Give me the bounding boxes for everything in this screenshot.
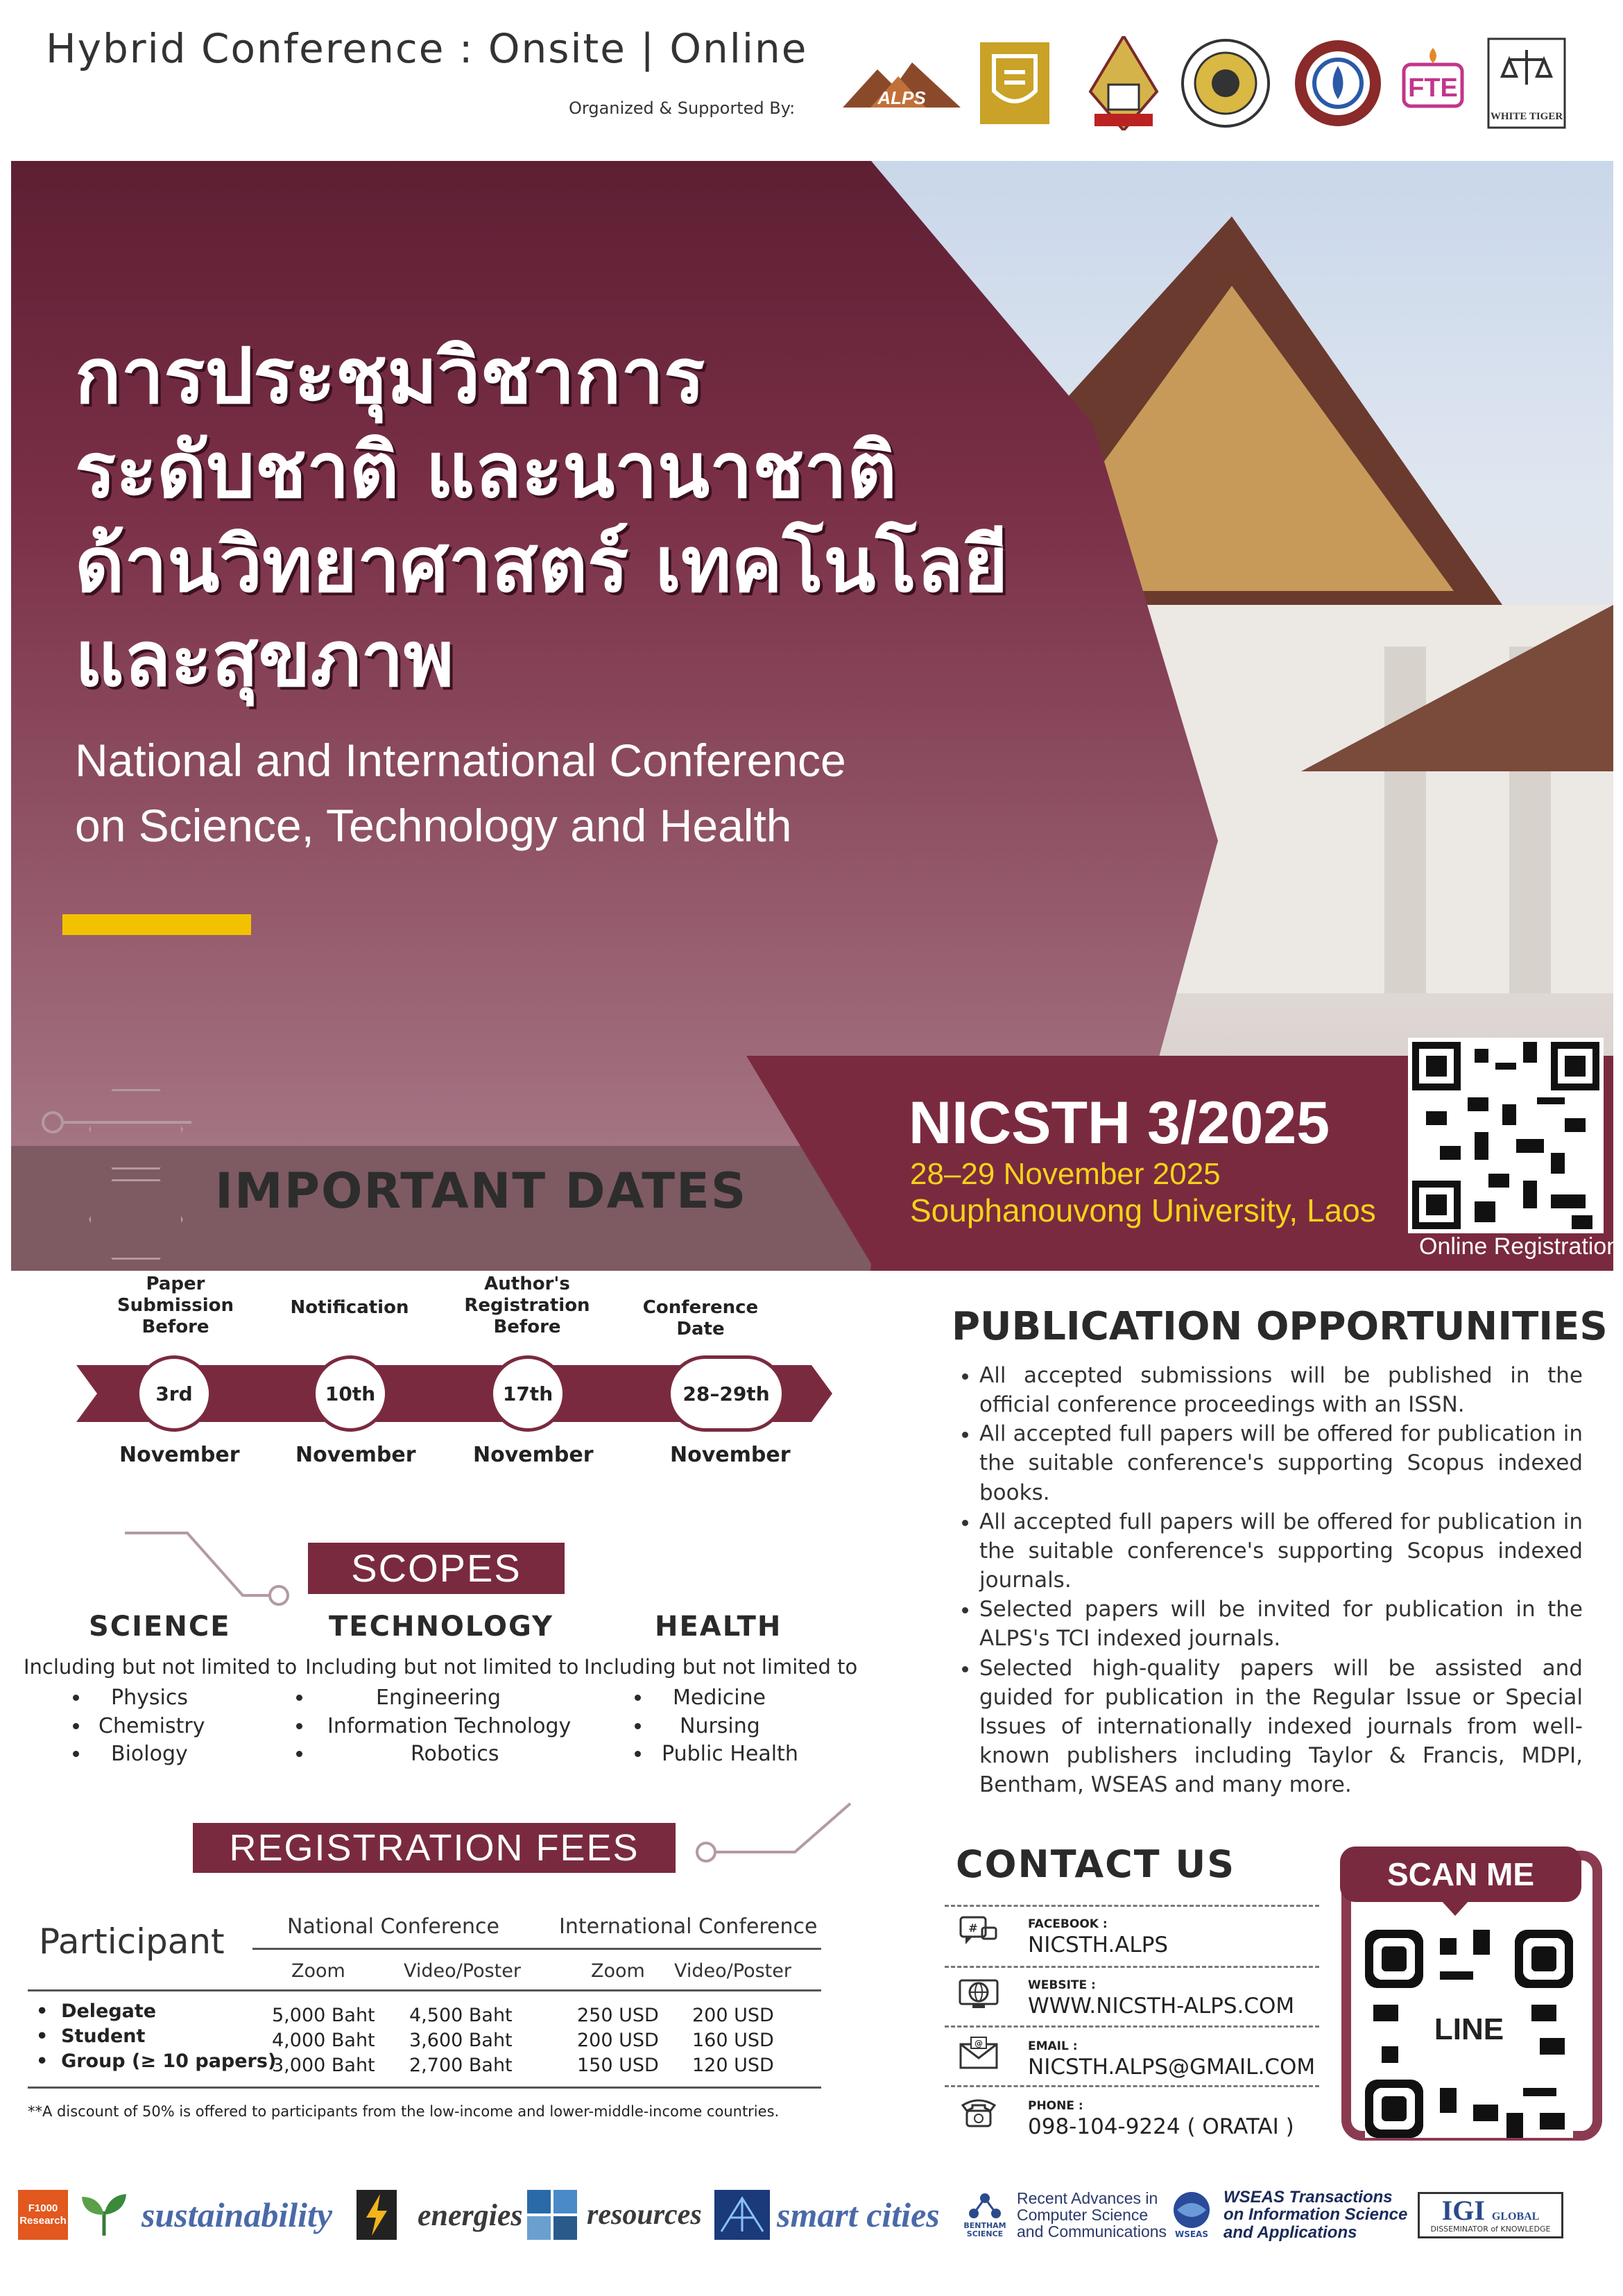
engineering-gear-logo	[1180, 35, 1271, 132]
date-label-notification: Notification	[290, 1297, 409, 1318]
scope-heading-science: SCIENCE	[89, 1611, 231, 1643]
contact-divider	[945, 2085, 1319, 2087]
discount-note: **A discount of 50% is offered to participants from the low-income and lower-middle-income countries.	[28, 2103, 780, 2120]
contact-label-phone: PHONE :	[1028, 2099, 1083, 2113]
fees-header-divider	[252, 1948, 821, 1950]
thai-title-line-4: และสุขภาพ	[75, 615, 454, 703]
fees-cell: 4,500 Baht	[409, 2005, 513, 2026]
scope-subheading-science: Including but not limited to	[24, 1655, 298, 1679]
contact-label-website: WEBSITE :	[1028, 1978, 1096, 1992]
fees-cell: 120 USD	[692, 2055, 774, 2076]
scope-heading-technology: TECHNOLOGY	[329, 1611, 553, 1643]
online-registration-caption: Online Registration	[1419, 1233, 1620, 1260]
email-icon	[957, 2035, 1000, 2071]
line-logo-text: LINE	[1426, 2007, 1512, 2052]
wseas-logo	[1165, 2184, 1218, 2246]
scope-list-health	[624, 1684, 798, 1769]
journal-resources	[587, 2184, 702, 2246]
list-item: • Chemistry	[90, 1713, 205, 1741]
alps-logo	[843, 35, 961, 132]
date-month-submission: November	[119, 1443, 240, 1467]
alps-logo-text: ALPS	[877, 87, 926, 108]
scope-subheading-health: Including but not limited to	[584, 1655, 858, 1679]
line-qr-code[interactable]	[1365, 1930, 1573, 2138]
date-circle-notification: 10th	[312, 1355, 388, 1432]
fees-cell: 3,600 Baht	[409, 2030, 513, 2051]
f1000-research-logo	[18, 2184, 68, 2246]
list-item: • Selected papers will be invited for publication in the ALPS's TCI indexed journals.	[979, 1595, 1583, 1653]
conference-dates: 28–29 November 2025	[910, 1157, 1221, 1191]
fees-row-label-text: Student	[61, 2025, 146, 2047]
contact-value-phone[interactable]: 098-104-9224 ( ORATAI )	[1028, 2114, 1294, 2139]
fees-row-label-text: Group (≥ 10 papers)	[61, 2050, 277, 2072]
contact-label-email: EMAIL :	[1028, 2039, 1078, 2053]
publication-list	[949, 1361, 1583, 1799]
globe-icon	[957, 1976, 1000, 2012]
journal-smart-cities	[777, 2184, 940, 2246]
scan-me-label: SCAN ME	[1340, 1847, 1581, 1902]
publication-title: PUBLICATION OPPORTUNITIES	[952, 1304, 1608, 1349]
f1000-logo-text: F1000 Research	[18, 2190, 68, 2240]
fees-table-divider	[28, 1989, 821, 1991]
university-crest-logo	[979, 35, 1050, 132]
journal-wseas-text: WSEAS Transactions on Information Science and Applications	[1223, 2188, 1408, 2242]
date-circle-conference: 28–29th	[667, 1355, 785, 1432]
list-item: • Biology	[90, 1740, 205, 1769]
fees-row-delegate-label: • Delegate	[36, 2001, 157, 2022]
scope-subheading-technology: Including but not limited to	[305, 1655, 579, 1679]
list-item: • All accepted submissions will be published in the official conference proceedings with an ISSN.	[979, 1361, 1583, 1419]
connector-line-decoration	[125, 1526, 291, 1616]
fees-national-header: National Conference	[287, 1914, 499, 1939]
fte-logo-text: FTE	[1408, 74, 1458, 103]
fte-logo	[1398, 35, 1468, 132]
svg-text:@: @	[974, 2039, 983, 2048]
igi-subtitle: DISSEMINATOR of KNOWLEDGE	[1430, 2224, 1551, 2234]
conference-venue: Souphanouvong University, Laos	[910, 1192, 1376, 1228]
list-item: • Selected high-quality papers will be assisted and guided for publication in the Regular Issue or Special Issues of internationally indexed journals from well-known publishers including Taylor & Francis, MDPI, Bentham, WSEAS and many more.	[979, 1654, 1583, 1800]
contact-value-email[interactable]: NICSTH.ALPS@GMAIL.COM	[1028, 2055, 1316, 2080]
date-month-conference: November	[670, 1443, 791, 1467]
list-item: • Nursing	[652, 1713, 798, 1741]
scope-list-technology	[286, 1684, 571, 1769]
igi-text: IGI	[1441, 2194, 1485, 2226]
important-dates-title: IMPORTANT DATES	[215, 1163, 748, 1219]
date-circle-submission: 3rd	[136, 1355, 212, 1432]
journal-energies	[418, 2184, 523, 2246]
organized-by-label: Organized & Supported By:	[569, 98, 796, 118]
fees-subheader-video: Video/Poster	[674, 1960, 791, 1982]
thai-title-line-1: การประชุมวิชาการ	[75, 332, 705, 420]
list-item: • Medicine	[652, 1684, 798, 1713]
fees-cell: 4,000 Baht	[272, 2030, 375, 2051]
energies-bolt-icon	[357, 2184, 397, 2246]
thai-title-line-3: ด้านวิทยาศาสตร์ เทคโนโลยี	[75, 520, 1008, 609]
list-item: • Information Technology	[314, 1713, 571, 1741]
sustainability-leaf-icon	[76, 2184, 132, 2246]
journal-sustainability-text: sustainability	[141, 2195, 333, 2234]
phone-icon	[957, 2093, 1000, 2130]
registration-fees-title: REGISTRATION FEES	[193, 1823, 676, 1873]
scope-heading-health: HEALTH	[655, 1611, 782, 1643]
contact-divider	[945, 2025, 1319, 2028]
list-item: • Robotics	[314, 1740, 571, 1769]
fees-cell: 5,000 Baht	[272, 2005, 375, 2026]
scopes-title: SCOPES	[308, 1543, 565, 1594]
technology-gear-logo	[1293, 35, 1383, 132]
contact-value-facebook[interactable]: NICSTH.ALPS	[1028, 1933, 1169, 1957]
facebook-chat-icon	[957, 1914, 1000, 1951]
list-item: • Public Health	[652, 1740, 798, 1769]
english-title-line-1: National and International Conference	[75, 735, 846, 786]
contact-value-website[interactable]: WWW.NICSTH-ALPS.COM	[1028, 1994, 1295, 2019]
yellow-accent-bar	[62, 914, 251, 935]
registration-qr-code[interactable]	[1408, 1038, 1604, 1233]
fees-subheader-zoom: Zoom	[291, 1960, 345, 1982]
date-month-notification: November	[295, 1443, 416, 1467]
thai-title-line-2: ระดับชาติ และนานาชาติ	[75, 426, 897, 515]
date-label-conference: Conference Date	[642, 1297, 759, 1340]
conference-acronym: NICSTH 3/2025	[909, 1090, 1330, 1156]
fees-cell: 3,000 Baht	[272, 2055, 375, 2076]
fees-cell: 160 USD	[692, 2030, 774, 2051]
date-label-submission: Paper Submission Before	[117, 1274, 234, 1338]
journal-sustainability	[141, 2184, 332, 2246]
fees-subheader-zoom: Zoom	[591, 1960, 645, 1982]
journal-bentham	[1017, 2184, 1167, 2246]
hybrid-conference-label: Hybrid Conference : Onsite | Online	[46, 25, 808, 72]
contact-label-facebook: FACEBOOK :	[1028, 1917, 1108, 1931]
connector-line-decoration	[691, 1797, 864, 1873]
fees-cell: 200 USD	[577, 2030, 659, 2051]
list-item: • All accepted full papers will be offered for publication in the suitable conference's supporting Scopus indexed journals.	[979, 1507, 1583, 1595]
date-circle-registration: 17th	[490, 1355, 566, 1432]
date-label-registration: Author's Registration Before	[464, 1274, 590, 1338]
journal-smart-cities-text: smart cities	[777, 2195, 940, 2234]
journal-bentham-text: Recent Advances in Computer Science and Communications	[1017, 2188, 1167, 2241]
list-item: • All accepted full papers will be offered for publication in the suitable conference's supporting Scopus indexed books.	[979, 1419, 1583, 1507]
fees-row-label-text: Delegate	[61, 2001, 157, 2022]
white-tiger-logo	[1484, 35, 1569, 132]
journal-resources-text: resources	[587, 2199, 702, 2231]
date-month-registration: November	[473, 1443, 594, 1467]
smart-cities-icon	[714, 2184, 770, 2246]
fees-participant-header: Participant	[39, 1921, 225, 1962]
journal-energies-text: energies	[418, 2198, 523, 2232]
fees-cell: 150 USD	[577, 2055, 659, 2076]
contact-divider	[945, 1905, 1319, 1907]
journal-wseas	[1223, 2184, 1407, 2246]
contact-divider	[945, 1966, 1319, 1968]
bentham-logo-text: BENTHAM SCIENCE	[963, 2220, 1006, 2238]
list-item: • Engineering	[314, 1684, 571, 1713]
list-item: • Physics	[90, 1684, 205, 1713]
fees-international-header: International Conference	[559, 1914, 818, 1939]
igi-global-text: GLOBAL	[1491, 2210, 1540, 2222]
fees-row-student-label: • Student	[36, 2025, 146, 2047]
scan-pointer-icon	[1441, 1901, 1469, 1917]
fees-row-group-label: • Group (≥ 10 papers)	[36, 2050, 277, 2072]
english-title-line-2: on Science, Technology and Health	[75, 800, 792, 851]
fees-cell: 200 USD	[692, 2005, 774, 2026]
hero-banner	[11, 161, 1613, 1271]
white-tiger-logo-text: WHITE TIGER	[1490, 111, 1563, 122]
resources-grid-icon	[527, 2184, 577, 2246]
wseas-logo-text: WSEAS	[1174, 2229, 1208, 2239]
fees-cell: 250 USD	[577, 2005, 659, 2026]
scope-list-science	[62, 1684, 205, 1769]
souphanouvong-logo	[1088, 35, 1160, 132]
fees-cell: 2,700 Baht	[409, 2055, 513, 2076]
svg-text:#: #	[968, 1921, 978, 1935]
fees-subheader-video: Video/Poster	[404, 1960, 521, 1982]
contact-title: CONTACT US	[956, 1842, 1236, 1886]
bentham-science-logo	[956, 2184, 1014, 2246]
fees-table-bottom-divider	[28, 2087, 821, 2089]
igi-global-logo	[1418, 2184, 1563, 2246]
connector-line-decoration	[39, 1108, 191, 1136]
